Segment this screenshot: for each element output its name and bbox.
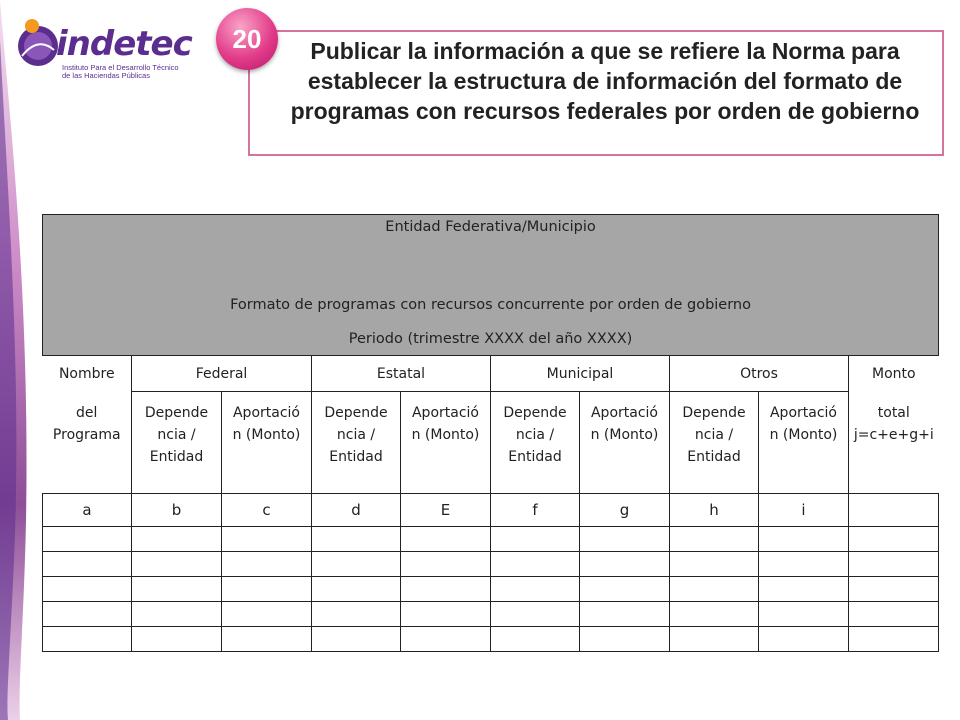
table-header-block — [43, 215, 939, 356]
entity-label: Entidad Federativa/Municipio — [385, 219, 596, 235]
letter-cell: g — [580, 494, 670, 527]
sub-dependencia-municipal: Depende ncia / Entidad — [491, 392, 580, 494]
sub-aportacion-municipal: Aportació n (Monto) — [580, 392, 670, 494]
table-row — [43, 602, 939, 627]
letter-cell: h — [670, 494, 759, 527]
sub-aportacion-estatal: Aportació n (Monto) — [401, 392, 491, 494]
col-nombre-top: Nombre — [43, 356, 132, 392]
letter-cell: i — [759, 494, 849, 527]
letter-cell: b — [132, 494, 222, 527]
letter-cell: E — [401, 494, 491, 527]
sub-dependencia-otros: Depende ncia / Entidad — [670, 392, 759, 494]
slide-number-badge: 20 — [216, 8, 278, 70]
group-estatal: Estatal — [312, 356, 491, 392]
sub-dependencia-federal: Depende ncia / Entidad — [132, 392, 222, 494]
letter-cell: f — [491, 494, 580, 527]
logo-wordmark: indetec — [56, 24, 192, 64]
letter-cell: a — [43, 494, 132, 527]
sub-aportacion-otros: Aportació n (Monto) — [759, 392, 849, 494]
group-federal: Federal — [132, 356, 312, 392]
letters-row — [43, 494, 939, 527]
title-box — [248, 30, 944, 156]
group-municipal: Municipal — [491, 356, 670, 392]
group-otros: Otros — [670, 356, 849, 392]
letter-cell — [849, 494, 939, 527]
col-monto-top: Monto — [849, 356, 939, 392]
sub-dependencia-estatal: Depende ncia / Entidad — [312, 392, 401, 494]
letter-cell: c — [222, 494, 312, 527]
table-row — [43, 627, 939, 652]
col-monto-bottom: total j=c+e+g+i — [849, 392, 939, 494]
left-ribbon-decoration — [0, 0, 34, 720]
table-row — [43, 527, 939, 552]
format-table — [42, 214, 939, 652]
sub-aportacion-federal: Aportació n (Monto) — [222, 392, 312, 494]
table-row — [43, 577, 939, 602]
period-label: Periodo (trimestre XXXX del año XXXX) — [348, 331, 633, 347]
logo-globe-icon — [12, 16, 58, 70]
col-nombre-bottom: del Programa — [43, 392, 132, 494]
page-title: Publicar la información a que se refiere la Norma para establecer la estructura de información del formato de programas con recursos federales por orden de gobierno — [290, 38, 920, 124]
table-row — [43, 552, 939, 577]
logo-subtitle: Instituto Para el Desarrollo Técnico de las Haciendas Públicas — [62, 63, 179, 80]
format-label: Formato de programas con recursos concurrente por orden de gobierno — [230, 297, 751, 313]
indetec-logo — [12, 12, 192, 80]
letter-cell: d — [312, 494, 401, 527]
